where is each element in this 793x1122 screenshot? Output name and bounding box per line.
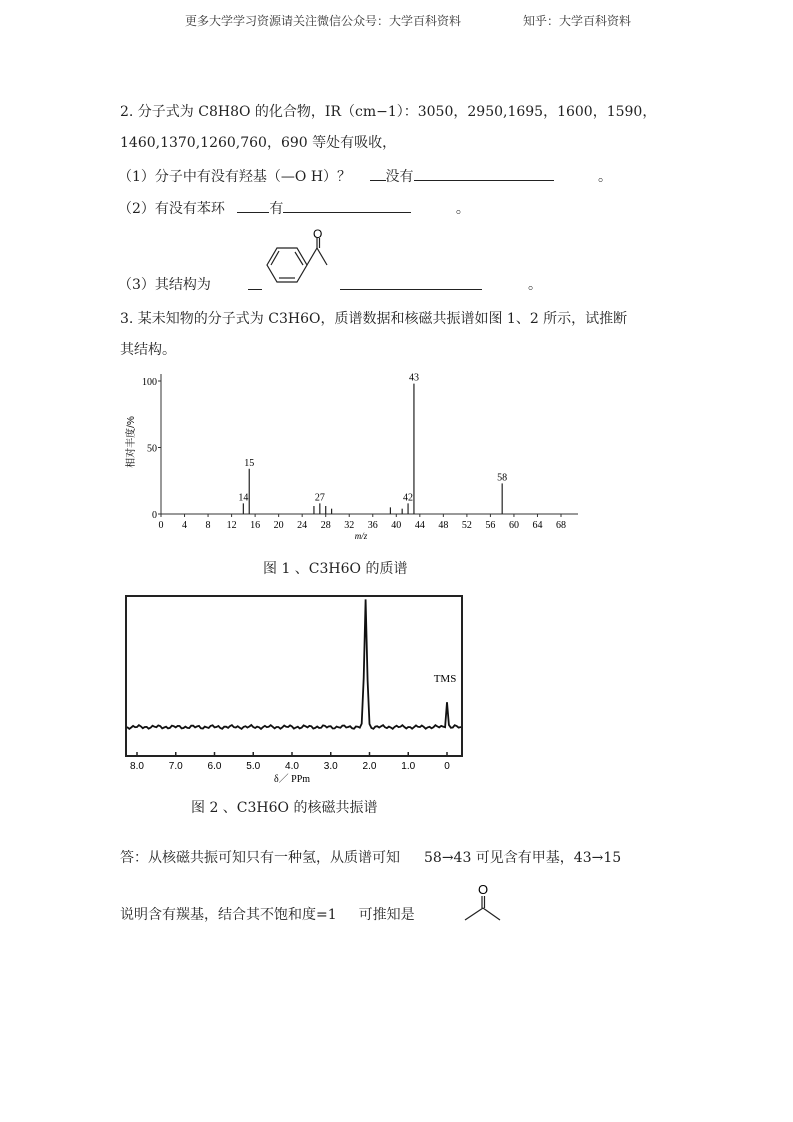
x-axis-label: δ／ PPm bbox=[273, 774, 311, 785]
x-tick-label: 32 bbox=[344, 520, 355, 531]
answer-line2 bbox=[120, 906, 415, 924]
x-tick-label: 44 bbox=[414, 520, 425, 531]
x-tick-label: 4.0 bbox=[285, 761, 299, 772]
x-tick-label: 36 bbox=[367, 520, 378, 531]
answer-line2b: 可推知是 bbox=[358, 907, 415, 923]
x-tick-label: 12 bbox=[226, 520, 237, 531]
peak-label: 42 bbox=[403, 492, 414, 504]
q2-part2 bbox=[118, 198, 470, 218]
x-tick-label: 56 bbox=[485, 520, 496, 531]
acetophenone-structure bbox=[255, 228, 335, 298]
answer-line2a: 说明含有羰基，结合其不饱和度=1 bbox=[120, 907, 337, 923]
p2-answer: 有 bbox=[269, 201, 284, 217]
answer-line1b: 58→43 可见含有甲基，43→15 bbox=[424, 850, 622, 866]
p3-end: 。 bbox=[528, 277, 542, 293]
x-tick-label: 40 bbox=[391, 520, 402, 531]
y-tick-label: 100 bbox=[142, 377, 157, 388]
fig1-caption: 图 1 、C3H6O 的质谱 bbox=[263, 561, 408, 577]
x-tick-label: 8 bbox=[205, 520, 211, 531]
spectrum-trace bbox=[127, 599, 461, 729]
p1-end: 。 bbox=[597, 169, 612, 185]
mass-spectrum-chart bbox=[120, 362, 590, 552]
p3-underline bbox=[340, 289, 482, 290]
acetone-structure bbox=[460, 880, 505, 925]
x-tick-label: 1.0 bbox=[401, 761, 416, 772]
answer-line1 bbox=[120, 849, 621, 867]
q2-part3 bbox=[118, 276, 211, 294]
q3-line1: 3. 某未知物的分子式为 C3H6O，质谱数据和核磁共振谱如图 1、2 所示，试推断 bbox=[120, 311, 628, 327]
q2-part1 bbox=[118, 166, 612, 186]
x-tick-label: 52 bbox=[461, 520, 472, 531]
x-tick-label: 28 bbox=[320, 520, 331, 531]
peak-label: 15 bbox=[244, 457, 255, 469]
tms-label: TMS bbox=[433, 673, 457, 685]
y-tick-label: 50 bbox=[147, 443, 157, 455]
header-left: 更多大学学习资源请关注微信公众号：大学百科资料 bbox=[185, 14, 462, 28]
p2-end: 。 bbox=[455, 201, 470, 217]
x-tick-label: 24 bbox=[297, 520, 308, 531]
answer-line1a: 答：从核磁共振可知只有一种氢，从质谱可知 bbox=[120, 850, 400, 866]
x-tick-label: 0 bbox=[158, 520, 164, 531]
x-tick-label: 4 bbox=[182, 520, 188, 531]
q2-line1: 2. 分子式为 C8H8O 的化合物，IR（cm−1）：3050，2950,1695，1600，1590， bbox=[120, 104, 657, 120]
p2-label: （2）有没有苯环 bbox=[118, 201, 225, 217]
x-tick-label: 5.0 bbox=[246, 761, 261, 772]
nmr-spectrum-chart bbox=[118, 590, 473, 790]
x-tick-label: 6.0 bbox=[207, 761, 222, 772]
x-tick-label: 2.0 bbox=[362, 761, 377, 772]
x-axis-label: m/z bbox=[354, 531, 368, 541]
peak-label: 27 bbox=[314, 492, 325, 504]
oxygen-label: O bbox=[313, 228, 323, 241]
y-tick-label: 0 bbox=[152, 510, 157, 521]
plot-frame bbox=[126, 596, 462, 756]
x-tick-label: 64 bbox=[532, 520, 543, 531]
peak-label: 14 bbox=[238, 492, 249, 504]
x-tick-label: 68 bbox=[556, 520, 566, 531]
x-tick-label: 0 bbox=[444, 761, 450, 772]
oxygen-label: O bbox=[478, 882, 489, 897]
header-right: 知乎：大学百科资料 bbox=[523, 14, 632, 28]
x-tick-label: 60 bbox=[508, 520, 519, 531]
x-tick-label: 3.0 bbox=[323, 761, 338, 772]
peak-label: 58 bbox=[497, 472, 508, 484]
fig2-caption: 图 2 、C3H6O 的核磁共振谱 bbox=[191, 800, 378, 816]
x-tick-label: 20 bbox=[273, 520, 284, 531]
x-tick-label: 16 bbox=[250, 520, 261, 531]
x-tick-label: 48 bbox=[438, 520, 449, 531]
y-axis-label: 相对丰度/% bbox=[126, 416, 137, 468]
p1-label: （1）分子中有没有羟基（—O H）？ bbox=[118, 169, 352, 185]
peak-label: 43 bbox=[408, 372, 419, 384]
x-tick-label: 7.0 bbox=[168, 761, 183, 772]
p1-answer: 没有 bbox=[385, 169, 414, 185]
q2-line2: 1460,1370,1260,760，690 等处有吸收， bbox=[120, 135, 397, 151]
p3-label: （3）其结构为 bbox=[118, 277, 211, 293]
q3-line2: 其结构。 bbox=[120, 342, 176, 358]
x-tick-label: 8.0 bbox=[130, 761, 144, 772]
